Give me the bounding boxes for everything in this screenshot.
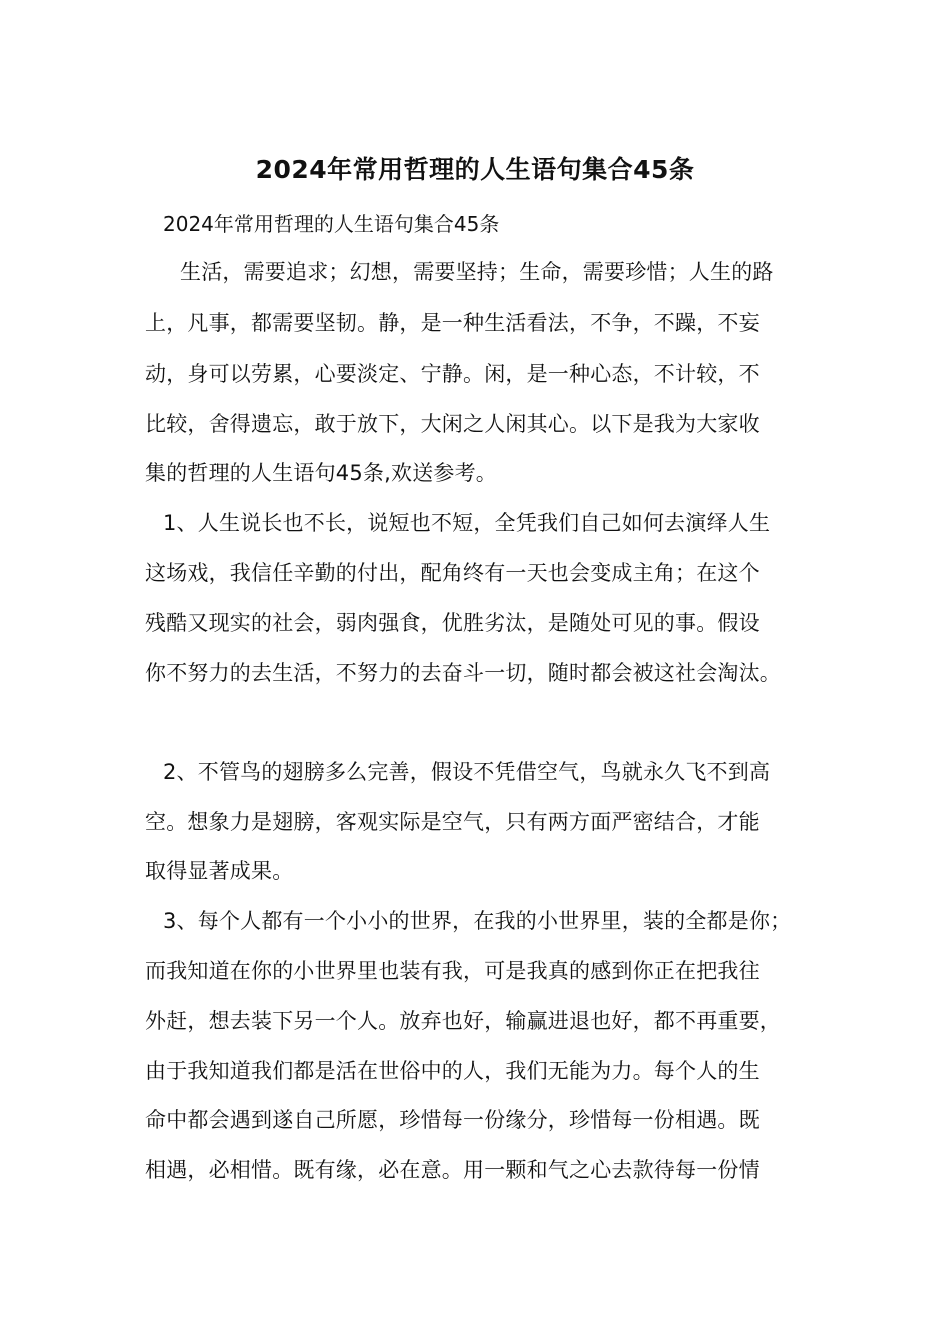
document-title: 2024年常用哲理的人生语句集合45条 — [255, 155, 695, 184]
paragraph-line: 相遇，必相惜。既有缘，必在意。用一颗和气之心去款待每一份情 — [145, 1158, 760, 1182]
paragraph-line: 你不努力的去生活，不努力的去奋斗一切，随时都会被这社会淘汰。 — [145, 661, 781, 685]
paragraph-line: 2、不管鸟的翅膀多么完善，假设不凭借空气，鸟就永久飞不到高 — [163, 760, 771, 784]
paragraph-line: 空。想象力是翅膀，客观实际是空气，只有两方面严密结合，才能 — [145, 810, 760, 834]
paragraph-line: 由于我知道我们都是活在世俗中的人，我们无能为力。每个人的生 — [145, 1059, 760, 1083]
paragraph-line: 3、每个人都有一个小小的世界，在我的小世界里，装的全都是你； — [163, 909, 792, 933]
paragraph-line: 命中都会遇到遂自己所愿，珍惜每一份缘分，珍惜每一份相遇。既 — [145, 1108, 760, 1132]
paragraph-line: 外赶，想去装下另一个人。放弃也好，输赢进退也好，都不再重要， — [145, 1009, 781, 1033]
paragraph-line: 1、人生说长也不长，说短也不短，全凭我们自己如何去演绎人生 — [163, 511, 771, 535]
paragraph-line: 上，凡事，都需要坚韧。静，是一种生活看法，不争，不躁，不妄 — [145, 311, 760, 335]
paragraph-line: 生活，需要追求；幻想，需要坚持；生命，需要珍惜；人生的路 — [180, 260, 774, 284]
paragraph-line: 这场戏，我信任辛勤的付出，配角终有一天也会变成主角；在这个 — [145, 561, 760, 585]
paragraph-line: 比较，舍得遗忘，敢于放下，大闲之人闲其心。以下是我为大家收 — [145, 412, 760, 436]
paragraph-line: 残酷又现实的社会，弱肉强食，优胜劣汰，是随处可见的事。假设 — [145, 611, 760, 635]
paragraph-line: 动，身可以劳累，心要淡定、宁静。闲，是一种心态，不计较，不 — [145, 362, 760, 386]
document-subtitle: 2024年常用哲理的人生语句集合45条 — [163, 212, 500, 236]
paragraph-line: 集的哲理的人生语句45条,欢送参考。 — [145, 461, 497, 485]
paragraph-line: 而我知道在你的小世界里也装有我，可是我真的感到你正在把我往 — [145, 959, 760, 983]
paragraph-line: 取得显著成果。 — [145, 859, 294, 883]
